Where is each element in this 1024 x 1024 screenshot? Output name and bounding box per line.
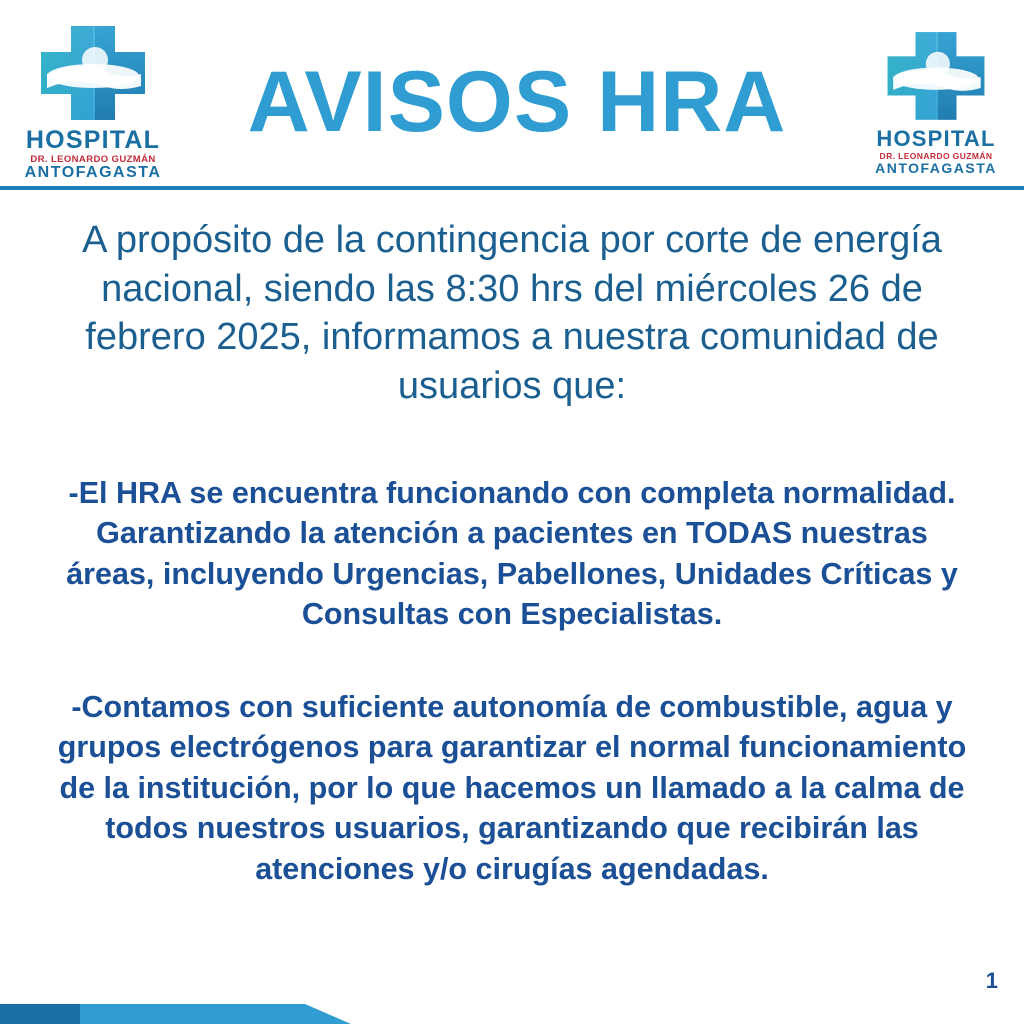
logo-line-doctor: DR. LEONARDO GUZMÁN [30,153,156,165]
logo-line-doctor: DR. LEONARDO GUZMÁN [879,150,993,161]
logo-line-hospital: HOSPITAL [25,126,161,155]
page-title: AVISOS HRA [247,54,787,150]
hospital-logo-left [18,16,168,182]
hospital-cross-logo-icon [35,20,151,124]
logo-line-city: ANTOFAGASTA [24,164,162,182]
page-number: 1 [985,968,998,993]
intro-paragraph: A propósito de la contingencia por corte de energía nacional, siendo las 8:30 hrs del miércoles 26 de febrero 2025, informamos a nuestra comunidad de usuarios que: [82,219,942,407]
bullet-paragraph-2: -Contamos con suficiente autonomía de combustible, agua y grupos electrógenos para garantizar el normal funcionamiento de la institución, por lo que hacemos un llamado a la calma de todos nuestros usuarios, garantizando que recibirán las atenciones y/o cirugías agendadas. [57,689,967,886]
hospital-logo-left-text [25,128,162,182]
page-header [0,0,1024,190]
logo-line-city: ANTOFAGASTA [875,160,997,177]
logo-line-hospital: HOSPITAL [876,126,996,152]
hospital-logo-right-text [875,128,997,175]
footer-dark-shape [0,1004,80,1024]
announcement-content [0,190,1024,1004]
hospital-cross-logo-icon [882,26,990,124]
bullet-paragraph-1: -El HRA se encuentra funcionando con completa normalidad. Garantizando la atención a pacientes en TODAS nuestras áreas, incluyendo Urgencias, Pabellones, Unidades Críticas y Consultas con Especialistas. [66,475,958,632]
hospital-logo-right [866,22,1006,175]
page-footer [0,1004,1024,1024]
